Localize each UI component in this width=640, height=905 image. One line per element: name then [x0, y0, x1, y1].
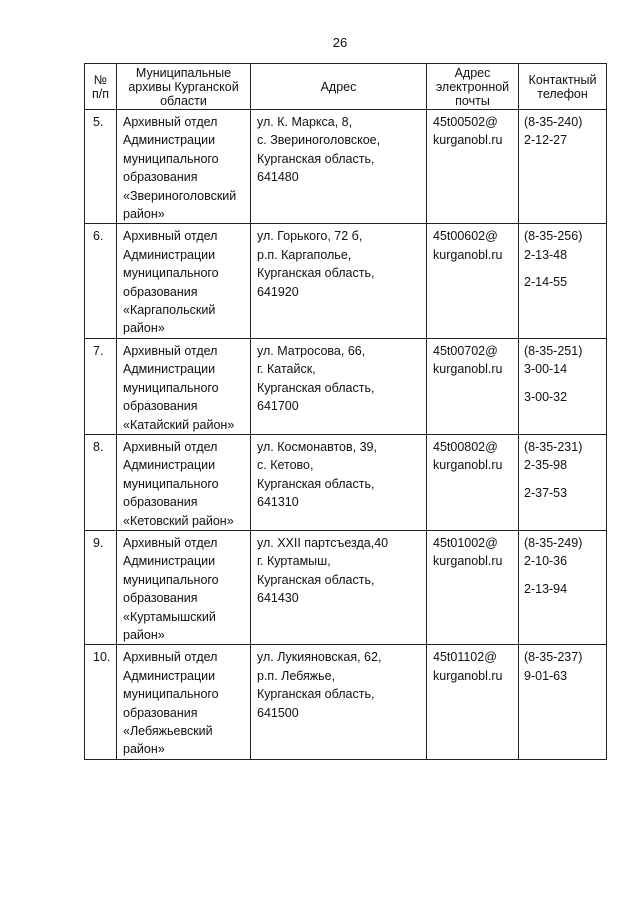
archive-name-line: образования	[123, 170, 198, 185]
row-number-text: 7.	[93, 343, 104, 358]
archive-address	[251, 338, 427, 434]
table-row	[85, 224, 607, 338]
archive-name	[117, 645, 251, 759]
archive-phone	[519, 338, 607, 434]
address-line: ул. Космонавтов, 39,	[257, 439, 377, 454]
archive-email	[427, 645, 519, 759]
table-row	[85, 530, 607, 644]
email-line: 45t01002@	[433, 535, 498, 550]
address-line: 641500	[257, 705, 299, 720]
row-number-text: 8.	[93, 439, 104, 454]
archive-name-line: Архивный отдел	[123, 439, 218, 454]
archive-email	[427, 434, 519, 530]
email-line: kurganobl.ru	[433, 247, 503, 262]
phone-number: 2-37-53	[524, 485, 568, 500]
archives-table	[84, 63, 607, 760]
phone-number: 3-00-14	[524, 362, 568, 377]
phone-code: (8-35-240)	[524, 115, 583, 129]
row-number-text: 9.	[93, 535, 104, 550]
phone-gap	[524, 571, 603, 580]
row-number-text: 6.	[93, 229, 104, 244]
table-row	[85, 110, 607, 224]
email-line: kurganobl.ru	[433, 554, 503, 569]
archive-name-line: район»	[123, 742, 165, 757]
phone-code: (8-35-249)	[524, 535, 583, 550]
phone-number: 2-14-55	[524, 275, 568, 290]
phone-number: 2-13-48	[524, 247, 568, 262]
archive-name-line: «Каргапольский	[123, 303, 216, 318]
archive-name-line: муниципального	[123, 476, 219, 491]
archive-name	[117, 224, 251, 338]
archive-name-line: Администрации	[123, 668, 216, 683]
row-number	[85, 530, 117, 644]
archive-name-line: «Куртамышский	[123, 609, 216, 624]
address-line: Курганская область,	[257, 687, 375, 702]
row-number-text: 5.	[93, 115, 104, 129]
phone-number: 2-12-27	[524, 133, 568, 148]
table-row	[85, 645, 607, 759]
phone-number: 2-35-98	[524, 458, 568, 473]
address-line: с. Звериноголовское,	[257, 133, 381, 148]
email-line: kurganobl.ru	[433, 668, 503, 683]
archive-phone	[519, 530, 607, 644]
archive-phone	[519, 110, 607, 224]
phone-code: (8-35-231)	[524, 439, 583, 454]
address-line: Курганская область,	[257, 476, 375, 491]
row-number-text: 10.	[93, 650, 111, 665]
phone-code: (8-35-256)	[524, 229, 583, 244]
address-line: 641920	[257, 284, 299, 299]
phone-gap	[524, 379, 603, 388]
email-line: 45t00602@	[433, 229, 498, 244]
address-line: ул. К. Маркса, 8,	[257, 115, 353, 129]
archive-name-line: муниципального	[123, 687, 219, 702]
phone-code: (8-35-237)	[524, 650, 583, 665]
email-line: kurganobl.ru	[433, 362, 503, 377]
archive-email	[427, 110, 519, 224]
archive-name-line: «Звериноголовский	[123, 188, 237, 203]
archive-name-line: Администрации	[123, 247, 216, 262]
phone-number: 9-01-63	[524, 668, 568, 683]
archive-name-line: Архивный отдел	[123, 229, 218, 244]
archive-email	[427, 530, 519, 644]
phone-gap	[524, 475, 603, 484]
row-number	[85, 338, 117, 434]
archive-name-line: район»	[123, 207, 165, 222]
email-line: kurganobl.ru	[433, 458, 503, 473]
phone-number: 2-10-36	[524, 554, 568, 569]
header-num: № п/п	[85, 64, 117, 110]
email-line: kurganobl.ru	[433, 133, 503, 148]
address-line: г. Катайск,	[257, 362, 316, 377]
address-line: Курганская область,	[257, 380, 375, 395]
address-line: 641310	[257, 495, 299, 510]
email-line: 45t00502@	[433, 115, 498, 129]
phone-number: 3-00-32	[524, 389, 568, 404]
email-line: 45t01102@	[433, 650, 497, 665]
phone-number: 2-13-94	[524, 581, 568, 596]
archive-address	[251, 224, 427, 338]
address-line: с. Кетово,	[257, 458, 314, 473]
archive-name-line: район»	[123, 321, 165, 336]
archive-phone	[519, 645, 607, 759]
archive-email	[427, 224, 519, 338]
archive-name-line: муниципального	[123, 380, 219, 395]
archive-name	[117, 110, 251, 224]
archive-name-line: Архивный отдел	[123, 535, 218, 550]
header-address: Адрес	[251, 64, 427, 110]
archive-name	[117, 434, 251, 530]
archive-name-line: Администрации	[123, 362, 216, 377]
archive-name-line: Администрации	[123, 458, 216, 473]
archive-name-line: муниципального	[123, 266, 219, 281]
archive-address	[251, 110, 427, 224]
archive-name-line: образования	[123, 591, 198, 606]
address-line: Курганская область,	[257, 266, 375, 281]
archive-name-line: образования	[123, 399, 198, 414]
archive-name-line: муниципального	[123, 151, 219, 166]
archive-name-line: образования	[123, 705, 198, 720]
address-line: ул. Матросова, 66,	[257, 343, 366, 358]
address-line: ул. XXII партсъезда,40	[257, 535, 389, 550]
archive-name-line: Администрации	[123, 554, 216, 569]
archive-address	[251, 645, 427, 759]
archive-name-line: «Лебяжьевский	[123, 724, 213, 738]
header-email: Адрес электронной почты	[427, 64, 519, 110]
archive-address	[251, 434, 427, 530]
archive-name-line: муниципального	[123, 572, 219, 587]
address-line: г. Куртамыш,	[257, 554, 331, 569]
address-line: р.п. Каргаполье,	[257, 247, 352, 262]
archive-email	[427, 338, 519, 434]
archive-name-line: Архивный отдел	[123, 650, 218, 665]
address-line: ул. Лукияновская, 62,	[257, 650, 382, 665]
row-number	[85, 110, 117, 224]
archive-name-line: образования	[123, 495, 198, 510]
email-line: 45t00702@	[433, 343, 498, 358]
archive-name-line: образования	[123, 284, 198, 299]
page-number: 26	[332, 35, 348, 50]
header-archive: Муниципальные архивы Курганской области	[117, 64, 251, 110]
archive-name-line: Архивный отдел	[123, 343, 218, 358]
row-number	[85, 434, 117, 530]
archive-name-line: Архивный отдел	[123, 115, 218, 129]
table-header-row	[85, 64, 607, 110]
phone-gap	[524, 264, 603, 273]
email-line: 45t00802@	[433, 439, 498, 454]
archive-name-line: Администрации	[123, 133, 216, 148]
archive-name	[117, 530, 251, 644]
row-number	[85, 645, 117, 759]
archive-name-line: район»	[123, 627, 165, 642]
header-phone: Контактный телефон	[519, 64, 607, 110]
address-line: Курганская область,	[257, 151, 375, 166]
row-number	[85, 224, 117, 338]
address-line: 641480	[257, 170, 299, 185]
table-row	[85, 434, 607, 530]
archive-phone	[519, 224, 607, 338]
archive-address	[251, 530, 427, 644]
address-line: ул. Горького, 72 б,	[257, 229, 363, 244]
address-line: 641430	[257, 591, 299, 606]
archive-phone	[519, 434, 607, 530]
address-line: Курганская область,	[257, 572, 375, 587]
table-row	[85, 338, 607, 434]
archive-name-line: «Катайский район»	[123, 417, 235, 432]
archive-name	[117, 338, 251, 434]
address-line: 641700	[257, 399, 299, 414]
archive-name-line: «Кетовский район»	[123, 513, 234, 528]
address-line: р.п. Лебяжье,	[257, 668, 336, 683]
phone-code: (8-35-251)	[524, 343, 583, 358]
